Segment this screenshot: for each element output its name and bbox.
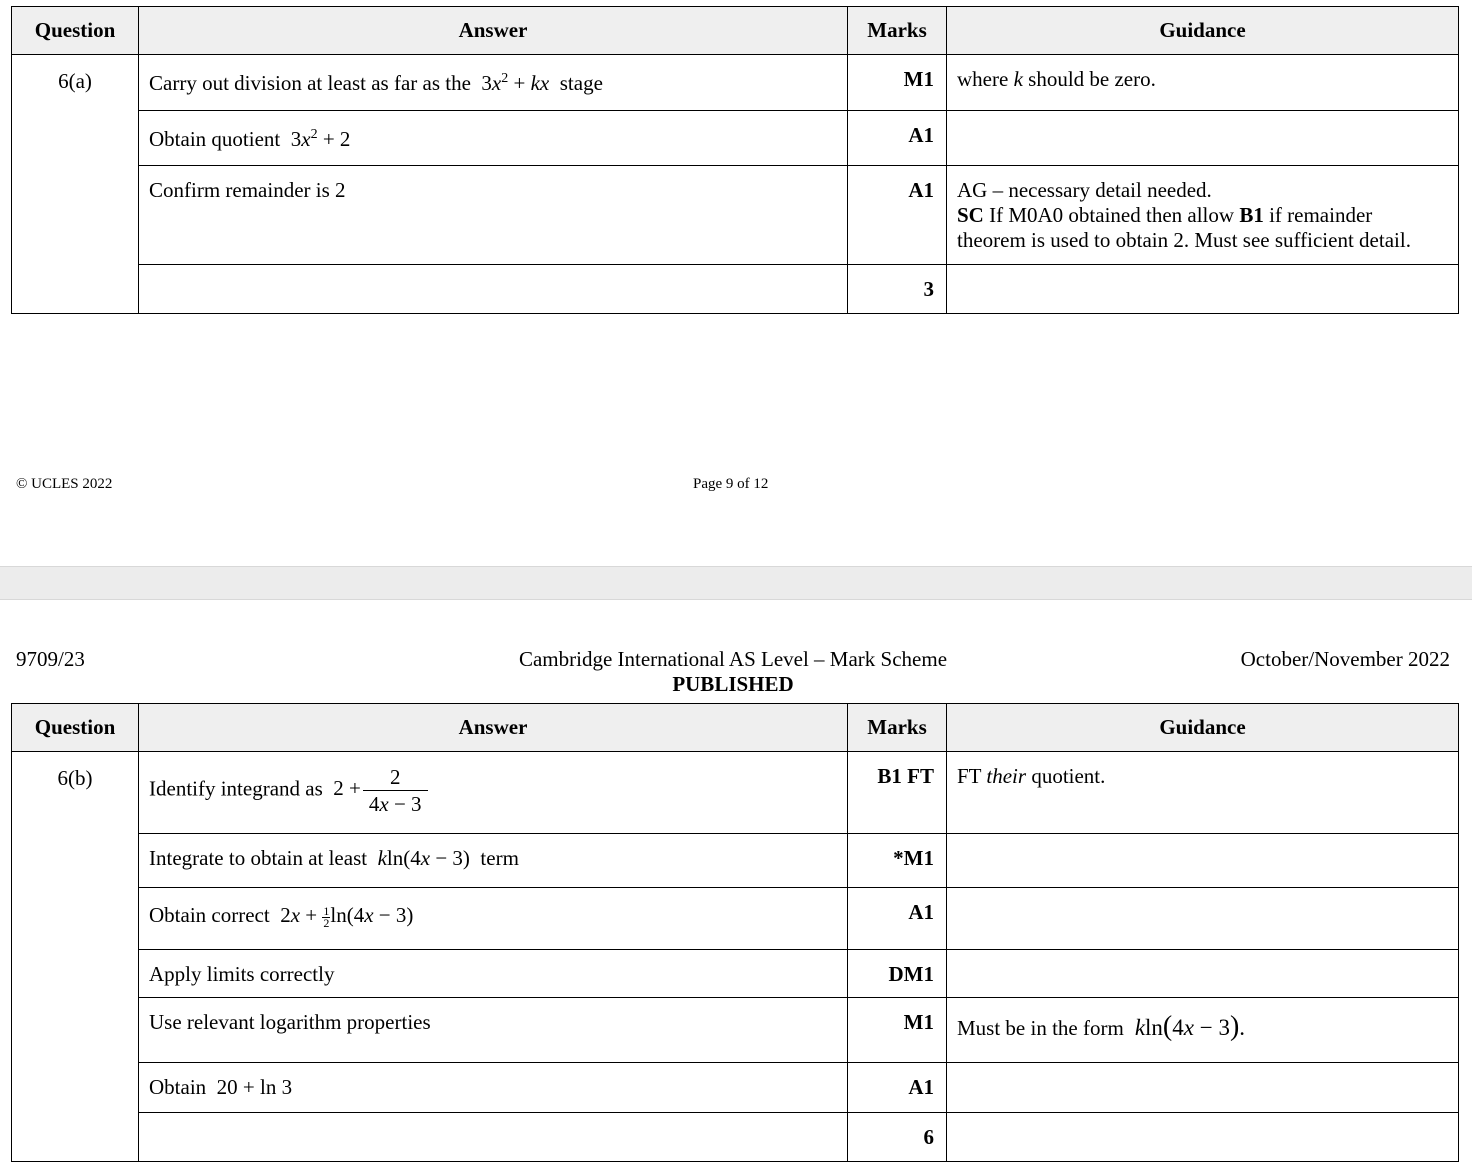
guidance-math: kln(4x − 3). bbox=[1134, 1011, 1246, 1042]
guidance-cell bbox=[947, 888, 1459, 950]
footer-page-number: Page 9 of 12 bbox=[693, 476, 769, 492]
marks-cell: A1 bbox=[848, 111, 947, 166]
table-row-total bbox=[12, 1113, 1459, 1162]
answer-math: $3x^2$ + kx bbox=[476, 71, 550, 95]
answer-text: Carry out division at least as far as the bbox=[149, 71, 471, 95]
answer-math: $3x^2 + 2$ bbox=[285, 127, 351, 151]
marks-cell: *M1 bbox=[848, 834, 947, 888]
answer-cell: Apply limits correctly bbox=[139, 950, 848, 998]
answer-cell: Obtain correct 2x + $\frac{1}{2}$ ln(4x − 3) bbox=[139, 888, 848, 950]
answer-cell bbox=[139, 55, 848, 111]
answer-cell: Use relevant logarithm properties bbox=[139, 998, 848, 1063]
header-answer: Answer bbox=[139, 7, 848, 55]
header-guidance: Guidance bbox=[947, 704, 1459, 752]
header-marks: Marks bbox=[848, 7, 947, 55]
table-row bbox=[12, 111, 1459, 166]
header-guidance: Guidance bbox=[947, 7, 1459, 55]
mark-scheme-table-6a bbox=[11, 6, 1459, 314]
table-row bbox=[12, 998, 1459, 1063]
table-header-row bbox=[12, 7, 1459, 55]
table-row-total bbox=[12, 265, 1459, 314]
header-question: Question bbox=[12, 704, 139, 752]
table-row bbox=[12, 166, 1459, 265]
guidance-cell bbox=[947, 1063, 1459, 1113]
page-9 bbox=[0, 0, 1472, 566]
guidance-cell bbox=[947, 1113, 1459, 1162]
question-number: 6(a) bbox=[12, 55, 139, 314]
marks-cell: A1 bbox=[848, 1063, 947, 1113]
exam-session: October/November 2022 bbox=[1240, 647, 1450, 671]
guidance-cell bbox=[947, 111, 1459, 166]
guidance-cell: FT their quotient. bbox=[947, 752, 1459, 834]
header-marks: Marks bbox=[848, 704, 947, 752]
answer-cell: Identify integrand as 2 + $\frac{2}{4x - 3}$ bbox=[139, 752, 848, 834]
answer-cell: Obtain 20 + ln 3 bbox=[139, 1063, 848, 1113]
mark-scheme-table-6b bbox=[11, 703, 1459, 1162]
marks-cell: A1 bbox=[848, 166, 947, 265]
answer-cell bbox=[139, 1113, 848, 1162]
marks-cell: DM1 bbox=[848, 950, 947, 998]
table-row bbox=[12, 1063, 1459, 1113]
guidance-cell: where k should be zero. bbox=[947, 55, 1459, 111]
answer-cell bbox=[139, 265, 848, 314]
guidance-cell: AG – necessary detail needed. SC If M0A0 obtained then allow B1 if remainder theorem is used to obtain 2. Must see sufficient detail. bbox=[947, 166, 1459, 265]
table-row bbox=[12, 834, 1459, 888]
answer-text-end: stage bbox=[559, 71, 603, 95]
guidance-cell bbox=[947, 950, 1459, 998]
answer-math: kln(4x − 3) bbox=[377, 846, 476, 870]
answer-math: 2x + $\frac{1}{2}$ ln(4x − 3) bbox=[274, 903, 414, 930]
answer-math: 20 + ln 3 bbox=[211, 1075, 293, 1099]
answer-cell: Obtain quotient $3x^2 + 2$ bbox=[139, 111, 848, 166]
table-row bbox=[12, 752, 1459, 834]
marks-cell: M1 bbox=[848, 55, 947, 111]
document-title bbox=[433, 647, 1033, 697]
table-header-row bbox=[12, 704, 1459, 752]
document-title-text: Cambridge International AS Level – Mark Scheme bbox=[518, 647, 948, 671]
guidance-cell bbox=[947, 834, 1459, 888]
guidance-cell: Must be in the form kln(4x − 3). bbox=[947, 998, 1459, 1063]
question-number: 6(b) bbox=[12, 752, 139, 1162]
marks-cell: M1 bbox=[848, 998, 947, 1063]
table-row bbox=[12, 55, 1459, 111]
total-marks: 6 bbox=[848, 1113, 947, 1162]
marks-cell: A1 bbox=[848, 888, 947, 950]
total-marks: 3 bbox=[848, 265, 947, 314]
page-separator bbox=[0, 566, 1472, 600]
table-row bbox=[12, 888, 1459, 950]
header-question: Question bbox=[12, 7, 139, 55]
header-answer: Answer bbox=[139, 704, 848, 752]
answer-cell: Confirm remainder is 2 bbox=[139, 166, 848, 265]
table-row bbox=[12, 950, 1459, 998]
footer-copyright: © UCLES 2022 bbox=[16, 476, 113, 492]
answer-math: 2 + $\frac{2}{4x - 3}$ bbox=[328, 776, 428, 800]
document-status: PUBLISHED bbox=[672, 672, 794, 696]
guidance-cell bbox=[947, 265, 1459, 314]
marks-cell: B1 FT bbox=[848, 752, 947, 834]
answer-cell: Integrate to obtain at least kln(4x − 3) term bbox=[139, 834, 848, 888]
syllabus-code: 9709/23 bbox=[16, 647, 85, 671]
